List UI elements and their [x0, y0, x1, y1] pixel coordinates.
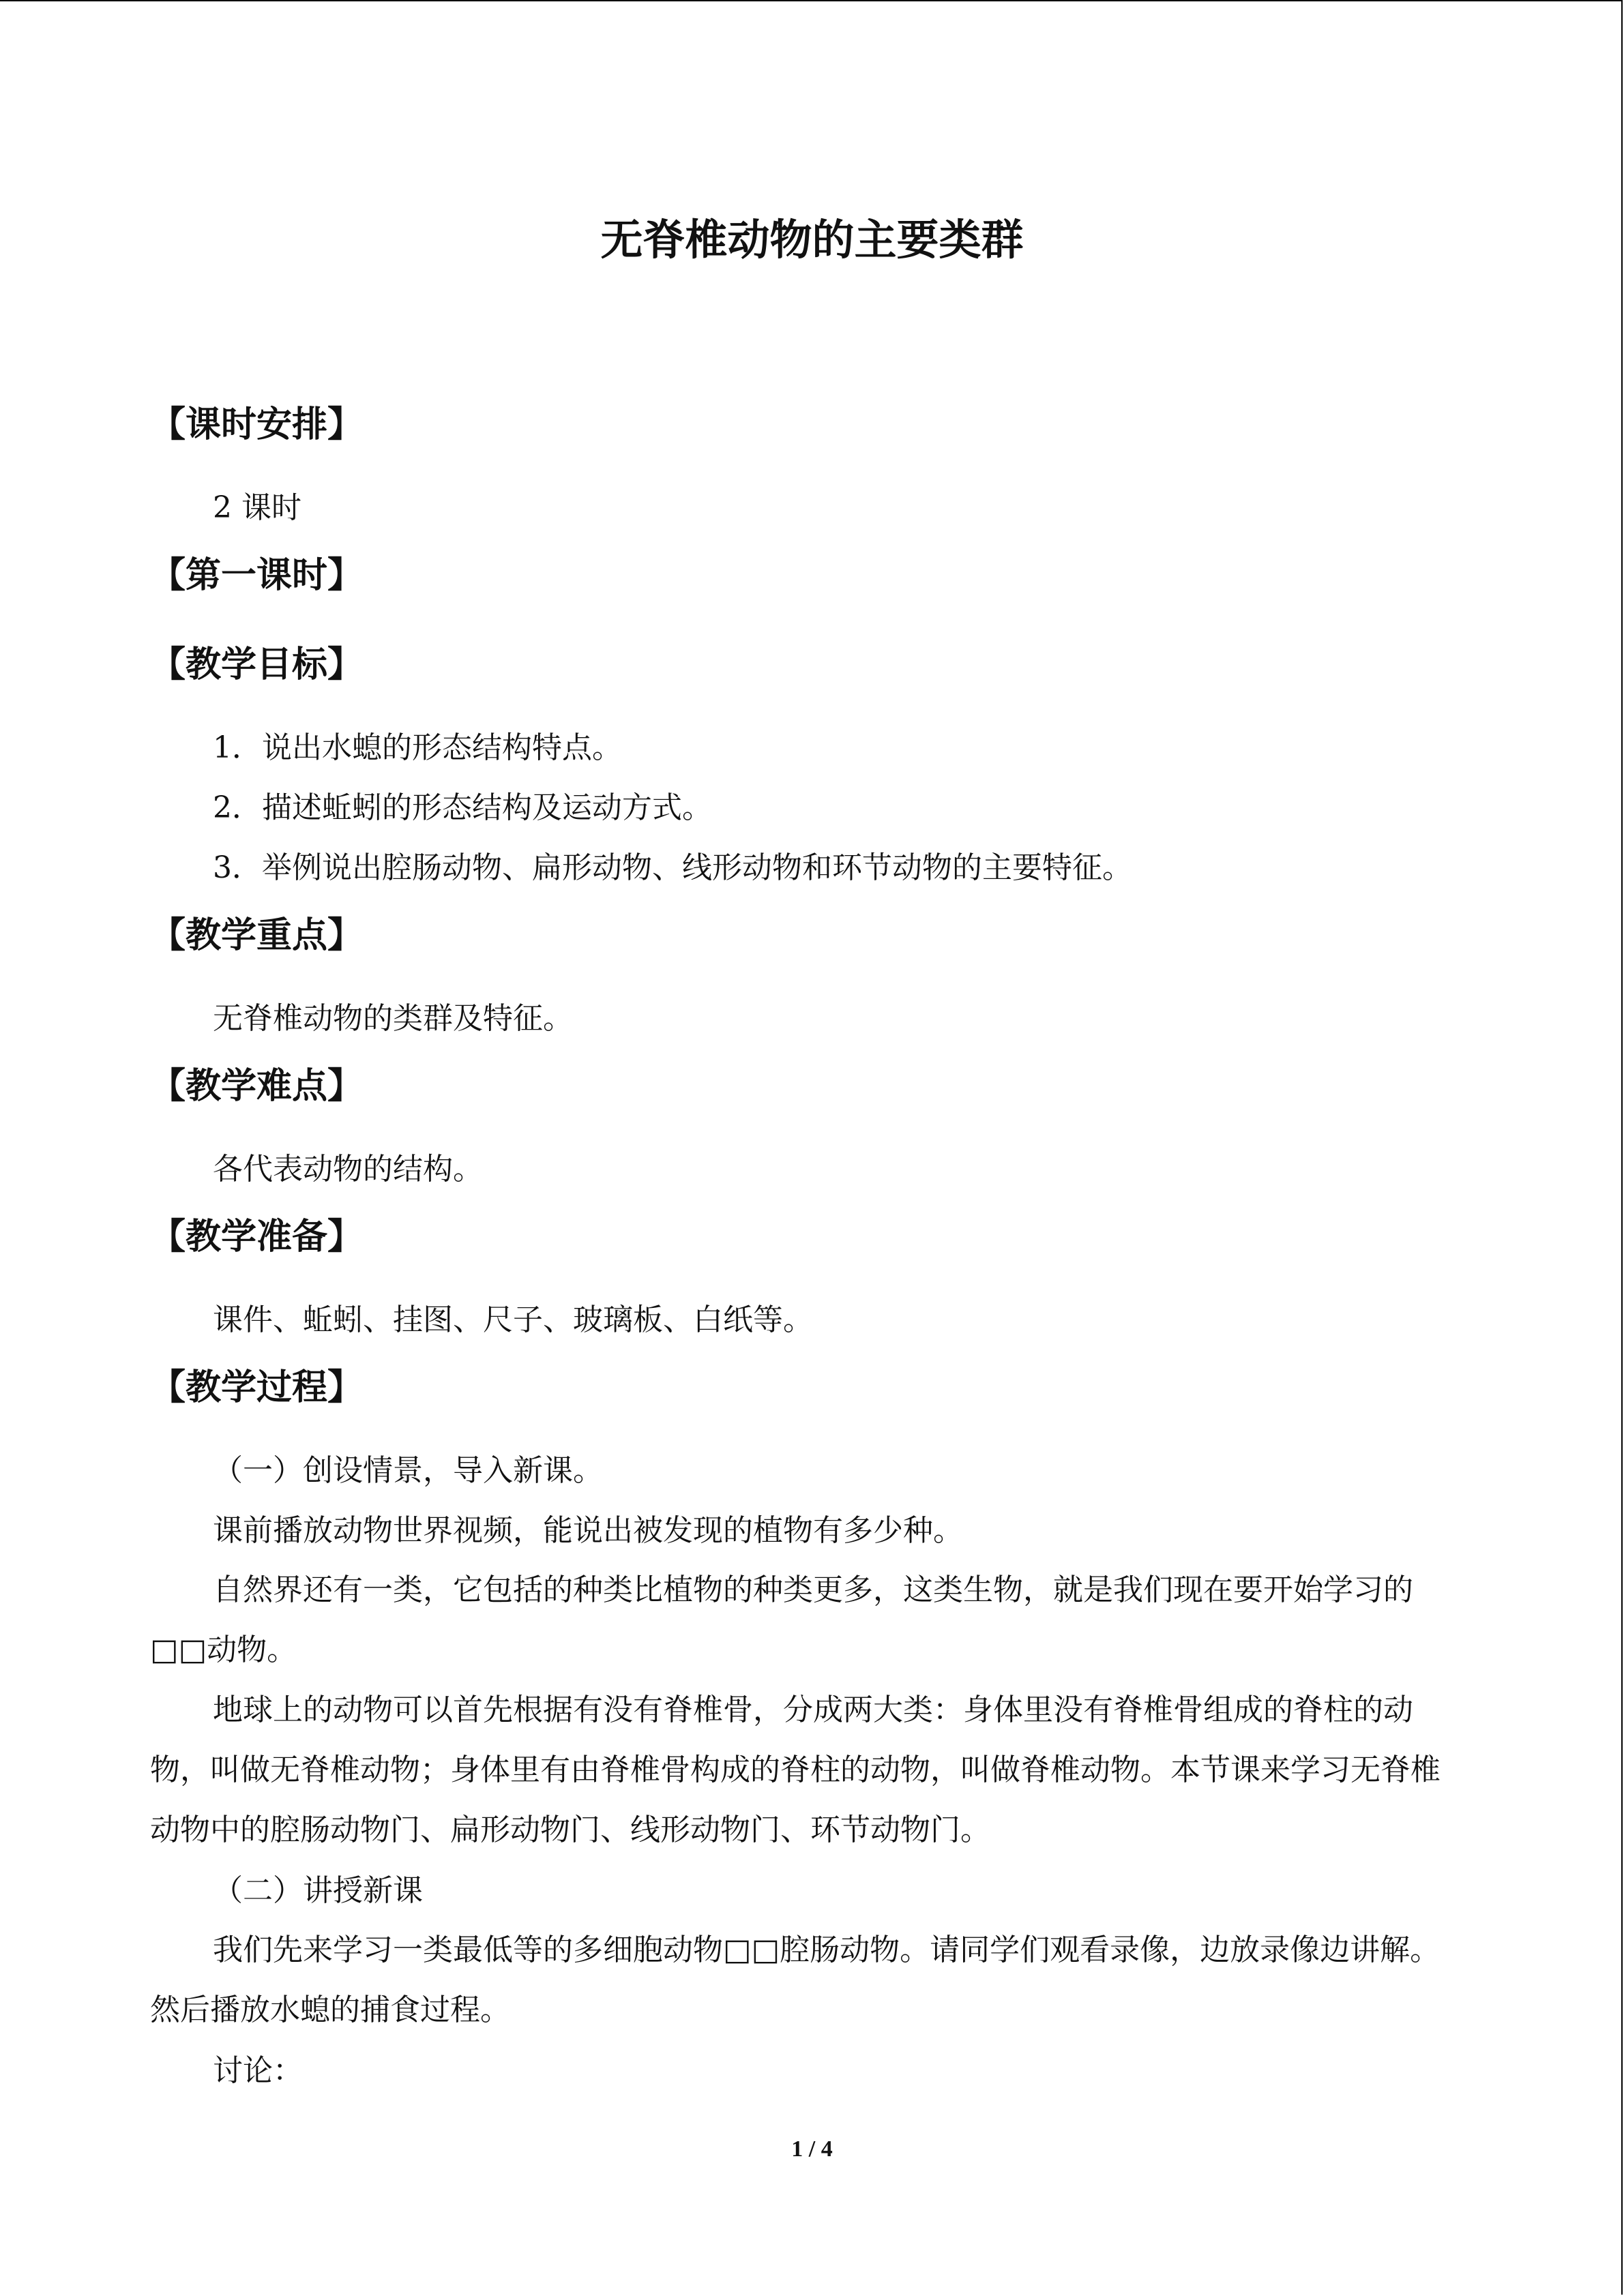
difficulties-text: 各代表动物的结构。 — [213, 1152, 483, 1187]
objective-item-2: 2．描述蚯蚓的形态结构及运动方式。 — [213, 790, 712, 825]
preparation-text: 课件、蚯蚓、挂图、尺子、玻璃板、白纸等。 — [213, 1302, 813, 1337]
objective-item-3: 3．举例说出腔肠动物、扁形动物、线形动物和环节动物的主要特征。 — [213, 850, 1132, 885]
process-paragraph-3: 自然界还有一类，它包括的种类比植物的种类更多，这类生物，就是我们现在要开始学习的□□动物。 — [150, 1572, 1413, 1667]
process-paragraph-6: 我们先来学习一类最低等的多细胞动物□□腔肠动物。请同学们观看录像，边放录像边讲解。然后播放水螅的捕食过程。 — [150, 1933, 1441, 2027]
process-paragraph-7: 讨论： — [213, 2053, 303, 2088]
process-paragraph-4: 地球上的动物可以首先根据有没有脊椎骨，分成两大类：身体里没有脊椎骨组成的脊柱的动物，叫做无脊椎动物；身体里有由脊椎骨构成的脊柱的动物，叫做脊椎动物。本节课来学习无脊椎动物中的腔肠动物门、扁形动物门、线形动物门、环节动物门。 — [150, 1693, 1441, 1847]
document-title: 无脊椎动物的主要类群 — [600, 215, 1024, 265]
heading-schedule: 【课时安排】 — [150, 404, 364, 445]
process-paragraph-2: 课前播放动物世界视频，能说出被发现的植物有多少种。 — [213, 1513, 963, 1548]
heading-objectives: 【教学目标】 — [150, 644, 364, 685]
heading-preparation: 【教学准备】 — [150, 1217, 364, 1257]
objective-item-1: 1．说出水螅的形态结构特点。 — [213, 730, 622, 765]
heading-process: 【教学过程】 — [150, 1367, 364, 1408]
page-number: 1 / 4 — [791, 2136, 833, 2162]
heading-key-points: 【教学重点】 — [150, 915, 364, 956]
heading-difficulties: 【教学难点】 — [150, 1066, 364, 1107]
schedule-text: 2 课时 — [213, 490, 301, 525]
key-points-text: 无脊椎动物的类群及特征。 — [213, 1001, 573, 1036]
process-paragraph-5: （二）讲授新课 — [213, 1873, 423, 1908]
process-paragraph-1: （一）创设情景，导入新课。 — [213, 1453, 603, 1488]
heading-first-lesson: 【第一课时】 — [150, 555, 364, 596]
